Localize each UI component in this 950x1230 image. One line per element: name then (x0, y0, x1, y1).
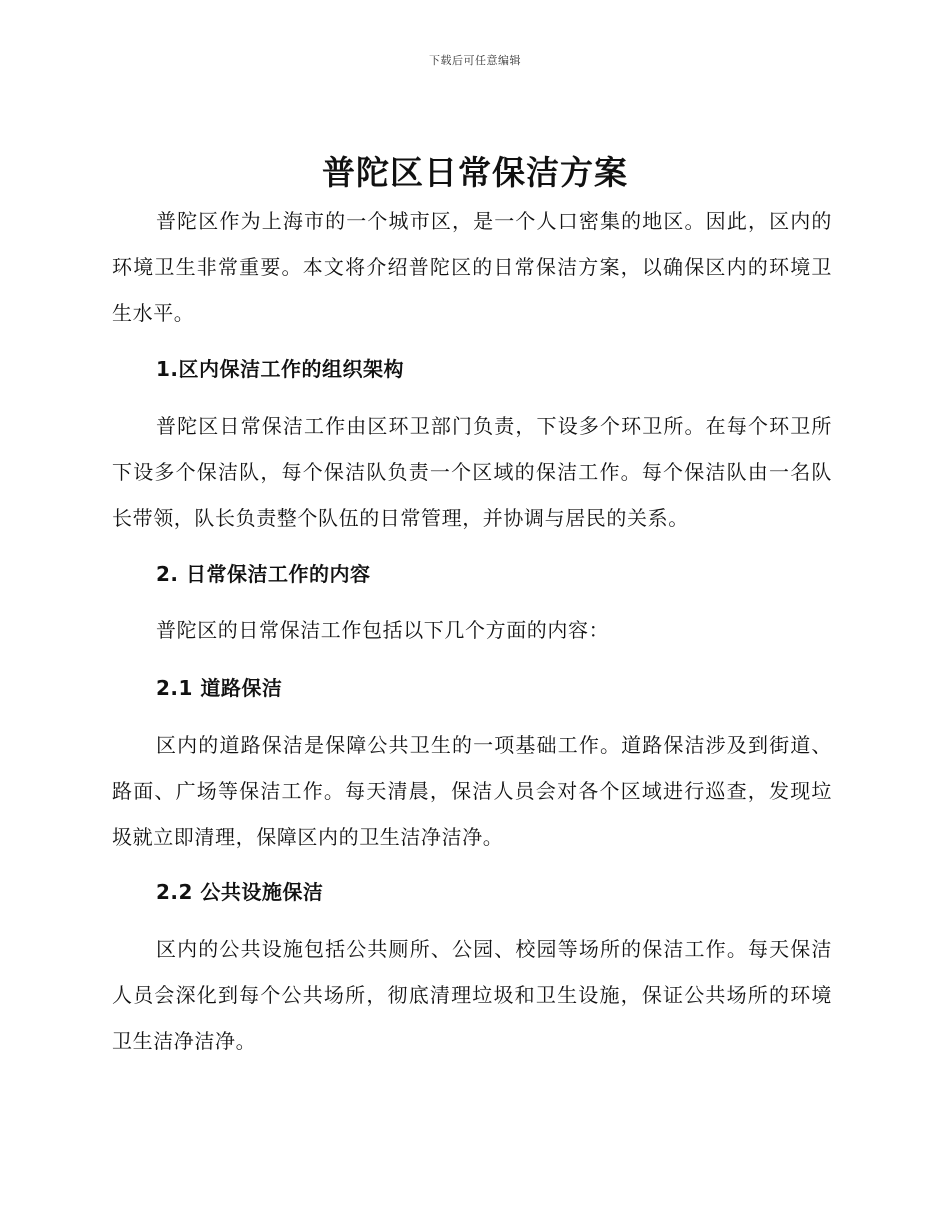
section-body-1: 普陀区日常保洁工作由区环卫部门负责，下设多个环卫所。在每个环卫所下设多个保洁队，每个保洁队负责一个区域的保洁工作。每个保洁队由一名队长带领，队长负责整个队伍的日常管理，并协调与居民的关系。 (112, 414, 832, 530)
section-heading-1: 1.区内保洁工作的组织架构 (156, 357, 405, 381)
header-note: 下载后可任意编辑 (429, 54, 521, 67)
document-title: 普陀区日常保洁方案 (322, 153, 628, 192)
intro-paragraph: 普陀区作为上海市的一个城市区，是一个人口密集的地区。因此，区内的环境卫生非常重要。本文将介绍普陀区的日常保洁方案，以确保区内的环境卫生水平。 (112, 209, 832, 325)
section-body-2-2: 区内的公共设施包括公共厕所、公园、校园等场所的保洁工作。每天保洁人员会深化到每个公共场所，彻底清理垃圾和卫生设施，保证公共场所的环境卫生洁净洁净。 (112, 937, 832, 1053)
section-heading-2-2: 2.2 公共设施保洁 (156, 880, 324, 904)
section-heading-2-1: 2.1 道路保洁 (156, 676, 283, 700)
section-body-2: 普陀区的日常保洁工作包括以下几个方面的内容： (156, 618, 610, 642)
section-body-2-1: 区内的道路保洁是保障公共卫生的一项基础工作。道路保洁涉及到街道、路面、广场等保洁工作。每天清晨，保洁人员会对各个区域进行巡查，发现垃圾就立即清理，保障区内的卫生洁净洁净。 (112, 733, 832, 849)
section-heading-2: 2. 日常保洁工作的内容 (156, 562, 371, 586)
